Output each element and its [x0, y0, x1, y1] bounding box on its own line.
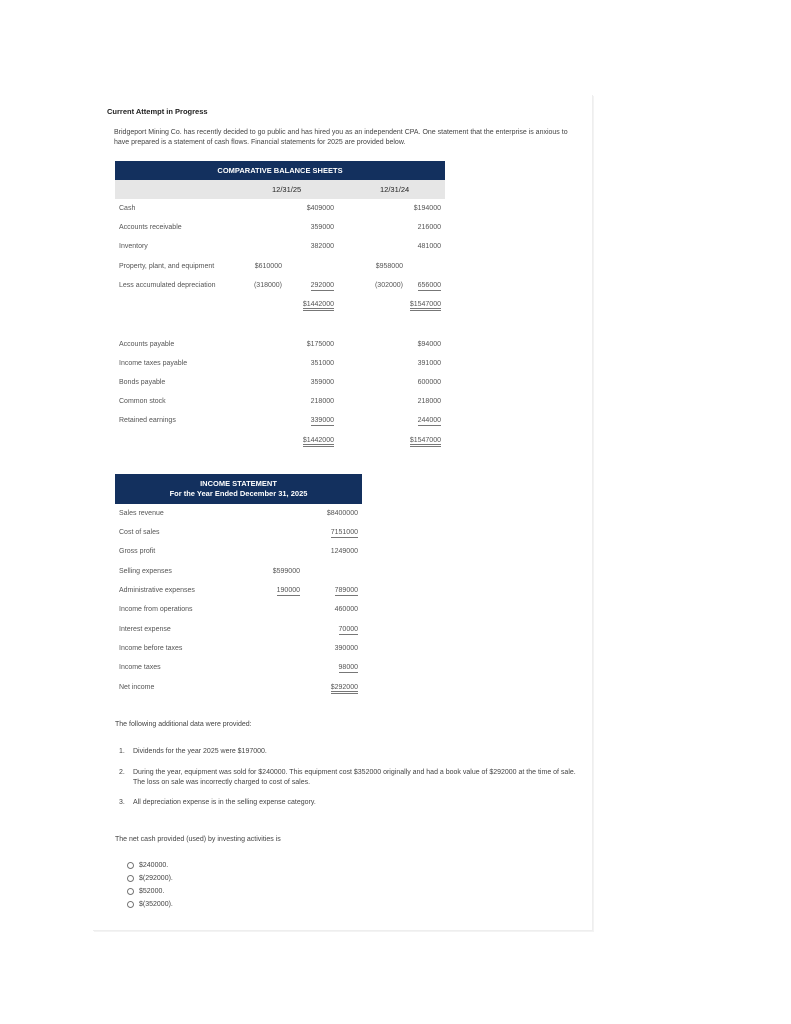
list-number: 3.: [119, 799, 125, 806]
cell-value: $8400000: [326, 510, 358, 517]
net-income-value: $292000: [331, 684, 358, 694]
row-label: Cash: [119, 205, 136, 212]
additional-data-intro: The following additional data were provided:: [115, 721, 252, 728]
cell-value: 382000: [310, 243, 334, 250]
row-label: Administrative expenses: [119, 587, 195, 594]
row-label: Accounts receivable: [119, 224, 182, 231]
question-text: The net cash provided (used) by investing activities is: [115, 836, 281, 843]
list-number: 1.: [119, 748, 125, 755]
cell-value: 190000: [276, 587, 300, 594]
income-statement-title: [115, 474, 362, 504]
radio-button[interactable]: [127, 888, 134, 895]
cell-value: 359000: [310, 379, 334, 386]
row-label: Less accumulated depreciation: [119, 282, 216, 289]
income-statement-heading: INCOME STATEMENT: [200, 479, 277, 488]
list-item: [119, 747, 579, 757]
answer-option-4[interactable]: [127, 901, 173, 908]
cell-value: 7151000: [330, 529, 358, 536]
row-label: Sales revenue: [119, 510, 164, 517]
option-label: $(292000).: [139, 875, 173, 882]
row-label: Retained earnings: [119, 417, 176, 424]
total-assets-2024: $1547000: [410, 301, 441, 311]
row-label: Income from operations: [119, 606, 193, 613]
option-label: $52000.: [139, 888, 165, 895]
cell-value: $194000: [413, 205, 441, 212]
total-assets-2025: $1442000: [303, 301, 334, 311]
cell-value: 70000: [338, 626, 358, 633]
row-label: Income taxes: [119, 664, 161, 671]
total-liabilities-equity-2025: $1442000: [303, 437, 334, 447]
total-liabilities-equity-2024: $1547000: [410, 437, 441, 447]
cell-value: $409000: [306, 205, 334, 212]
income-statement-period: For the Year Ended December 31, 2025: [169, 489, 308, 498]
cell-value: $599000: [272, 568, 300, 575]
cell-value: $94000: [417, 341, 441, 348]
list-text: All depreciation expense is in the selling expense category.: [133, 799, 316, 806]
list-item: [119, 768, 579, 788]
cell-value: $175000: [306, 341, 334, 348]
cell-value: 460000: [334, 606, 358, 613]
cell-value: 481000: [417, 243, 441, 250]
radio-button[interactable]: [127, 875, 134, 882]
row-label: Inventory: [119, 243, 148, 250]
cell-value: (302000): [374, 282, 403, 289]
option-label: $240000.: [139, 862, 169, 869]
cell-value: 244000: [417, 417, 441, 424]
cell-value: $958000: [375, 263, 403, 270]
cell-value: 218000: [417, 398, 441, 405]
cell-value: 216000: [417, 224, 441, 231]
row-label: Income before taxes: [119, 645, 183, 652]
answer-option-2[interactable]: [127, 875, 173, 882]
row-label: Common stock: [119, 398, 166, 405]
balance-sheet-title: COMPARATIVE BALANCE SHEETS: [115, 161, 445, 180]
cell-value: 391000: [417, 360, 441, 367]
row-label: Bonds payable: [119, 379, 166, 386]
row-label: Interest expense: [119, 626, 171, 633]
option-label: $(352000).: [139, 901, 173, 908]
radio-button[interactable]: [127, 862, 134, 869]
cell-value: $610000: [254, 263, 282, 270]
cell-value: 218000: [310, 398, 334, 405]
cell-value: 351000: [310, 360, 334, 367]
attempt-heading: Current Attempt in Progress: [107, 107, 208, 116]
cell-value: 390000: [334, 645, 358, 652]
row-label: Cost of sales: [119, 529, 160, 536]
date-2024: 12/31/24: [380, 185, 410, 194]
list-text: Dividends for the year 2025 were $197000.: [133, 748, 267, 755]
date-2025: 12/31/25: [272, 185, 302, 194]
row-label: Property, plant, and equipment: [119, 263, 215, 270]
answer-option-3[interactable]: [127, 888, 164, 895]
problem-intro: Bridgeport Mining Co. has recently decided to go public and has hired you as an independent CPA. One statement that the enterprise is anxious to have prepared is a statement of cash flows. Financial statements for 2025 are provided below.: [114, 129, 568, 146]
row-label: Income taxes payable: [119, 360, 188, 367]
cell-value: (318000): [253, 282, 282, 289]
cell-value: 789000: [334, 587, 358, 594]
cell-value: 339000: [310, 417, 334, 424]
row-label: Net income: [119, 684, 155, 691]
row-label: Selling expenses: [119, 568, 172, 575]
row-label: Gross profit: [119, 548, 156, 555]
list-item: [119, 798, 579, 808]
cell-value: 359000: [310, 224, 334, 231]
list-text: During the year, equipment was sold for $240000. This equipment cost $352000 originally and had a book value of $292000 at the time of sale. The loss on sale was incorrectly charged to cost of sales.: [133, 769, 576, 786]
cell-value: 600000: [417, 379, 441, 386]
row-label: Accounts payable: [119, 341, 175, 348]
cell-value: 292000: [310, 282, 334, 289]
balance-sheet-date-row: [115, 180, 445, 199]
cell-value: 656000: [417, 282, 441, 289]
list-number: 2.: [119, 769, 125, 776]
radio-button[interactable]: [127, 901, 134, 908]
cell-value: 98000: [338, 664, 358, 671]
answer-option-1[interactable]: [127, 862, 168, 869]
cell-value: 1249000: [330, 548, 358, 555]
